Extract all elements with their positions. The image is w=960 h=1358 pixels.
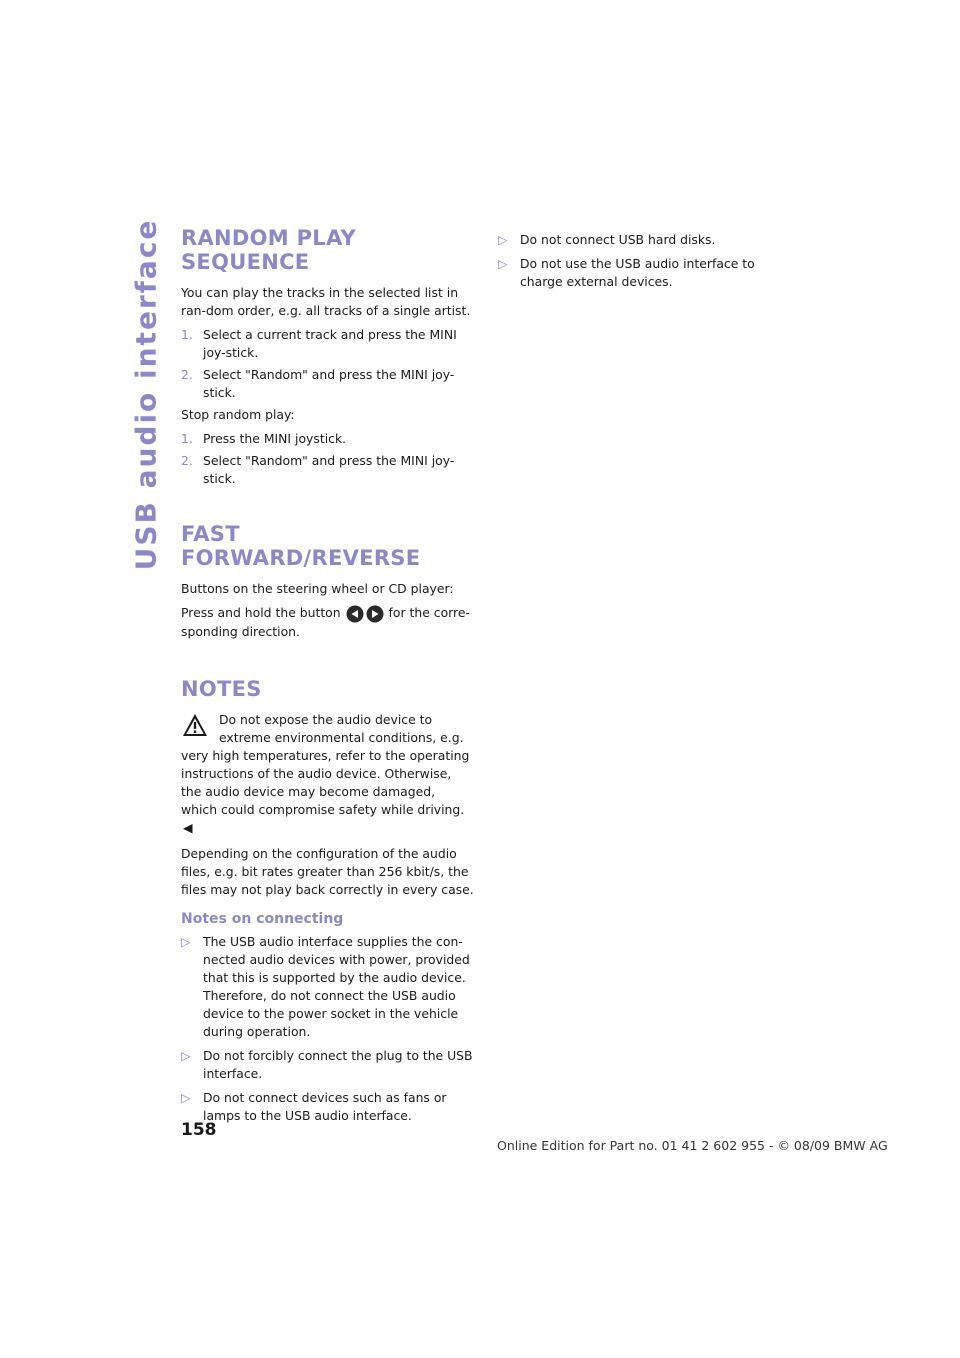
warning-triangle-icon xyxy=(181,711,209,739)
step-number: 1. xyxy=(181,327,193,342)
left-column xyxy=(181,226,475,1131)
notes-paragraph: Depending on the configuration of the audio files, e.g. bit rates greater than 256 kbit/s, the files may not play back correctly in every case. xyxy=(181,845,474,897)
random-intro: You can play the tracks in the selected list in ran-dom order, e.g. all tracks of a single artist. xyxy=(181,285,471,318)
random-section-title: RANDOM PLAY SEQUENCE xyxy=(181,226,357,274)
list-item xyxy=(181,430,475,448)
bullet-mark: ▷ xyxy=(498,256,508,271)
connecting-subtitle: Notes on connecting xyxy=(181,910,344,927)
warning-text: Do not expose the audio device to extreme environmental conditions, e.g. very high temperatures, refer to the operating instructions of the audio device. Otherwise, the audio device may become damaged, which could compromise safety while driving. xyxy=(181,711,470,817)
footer-edition-note: Online Edition for Part no. 01 41 2 602 955 - © 08/09 BMW AG xyxy=(497,1138,888,1153)
fast-paragraph-2 xyxy=(181,604,475,641)
fast-section-title: FAST FORWARD/REVERSE xyxy=(181,522,421,570)
bullet-mark: ▷ xyxy=(181,1047,191,1063)
warning-note xyxy=(181,711,475,837)
side-title-text: USB audio interface xyxy=(129,218,163,571)
bullet-text: Do not use the USB audio interface to charge external devices. xyxy=(520,256,755,289)
next-track-icon xyxy=(366,605,384,623)
stop-random-label: Stop random play: xyxy=(181,407,295,422)
step-text: Select "Random" and press the MINI joy-stick. xyxy=(203,367,455,400)
bullet-mark: ▷ xyxy=(181,933,191,949)
list-item xyxy=(181,933,475,1041)
fast-p2-after: for the corre-sponding direction. xyxy=(181,605,470,639)
prev-track-icon xyxy=(346,605,364,623)
list-item xyxy=(181,1047,475,1083)
bullet-mark: ▷ xyxy=(498,232,508,247)
section-spacer xyxy=(181,647,475,677)
step-number: 1. xyxy=(181,431,193,446)
bullet-text: Do not connect devices such as fans or lamps to the USB audio interface. xyxy=(203,1089,447,1123)
bullet-text: Do not forcibly connect the plug to the USB interface. xyxy=(203,1047,473,1081)
fast-p2-before: Press and hold the button xyxy=(181,605,341,620)
step-number: 2. xyxy=(181,367,193,382)
list-item xyxy=(498,231,798,249)
end-mark: ◀ xyxy=(183,819,193,835)
step-number: 2. xyxy=(181,453,193,468)
list-item xyxy=(181,452,475,488)
list-item xyxy=(498,255,798,291)
step-text: Press the MINI joystick. xyxy=(203,431,347,446)
list-item xyxy=(181,1089,475,1125)
list-item xyxy=(181,326,475,362)
section-spacer xyxy=(181,492,475,522)
bullet-text: The USB audio interface supplies the con-nected audio devices with power, provided that this is supported by the audio device. Therefore, do not connect the USB audio device to the power socket in the vehicle during operation. xyxy=(203,933,470,1039)
list-item xyxy=(181,366,475,402)
step-text: Select a current track and press the MINI joy-stick. xyxy=(203,327,457,360)
step-text: Select "Random" and press the MINI joy-stick. xyxy=(203,453,455,486)
side-title xyxy=(129,218,163,571)
bullet-mark: ▷ xyxy=(181,1089,191,1105)
right-column xyxy=(498,231,798,297)
notes-section-title: NOTES xyxy=(181,676,262,701)
fast-paragraph-1: Buttons on the steering wheel or CD player: xyxy=(181,581,454,596)
bullet-text: Do not connect USB hard disks. xyxy=(520,232,716,247)
page-number: 158 xyxy=(181,1120,217,1140)
